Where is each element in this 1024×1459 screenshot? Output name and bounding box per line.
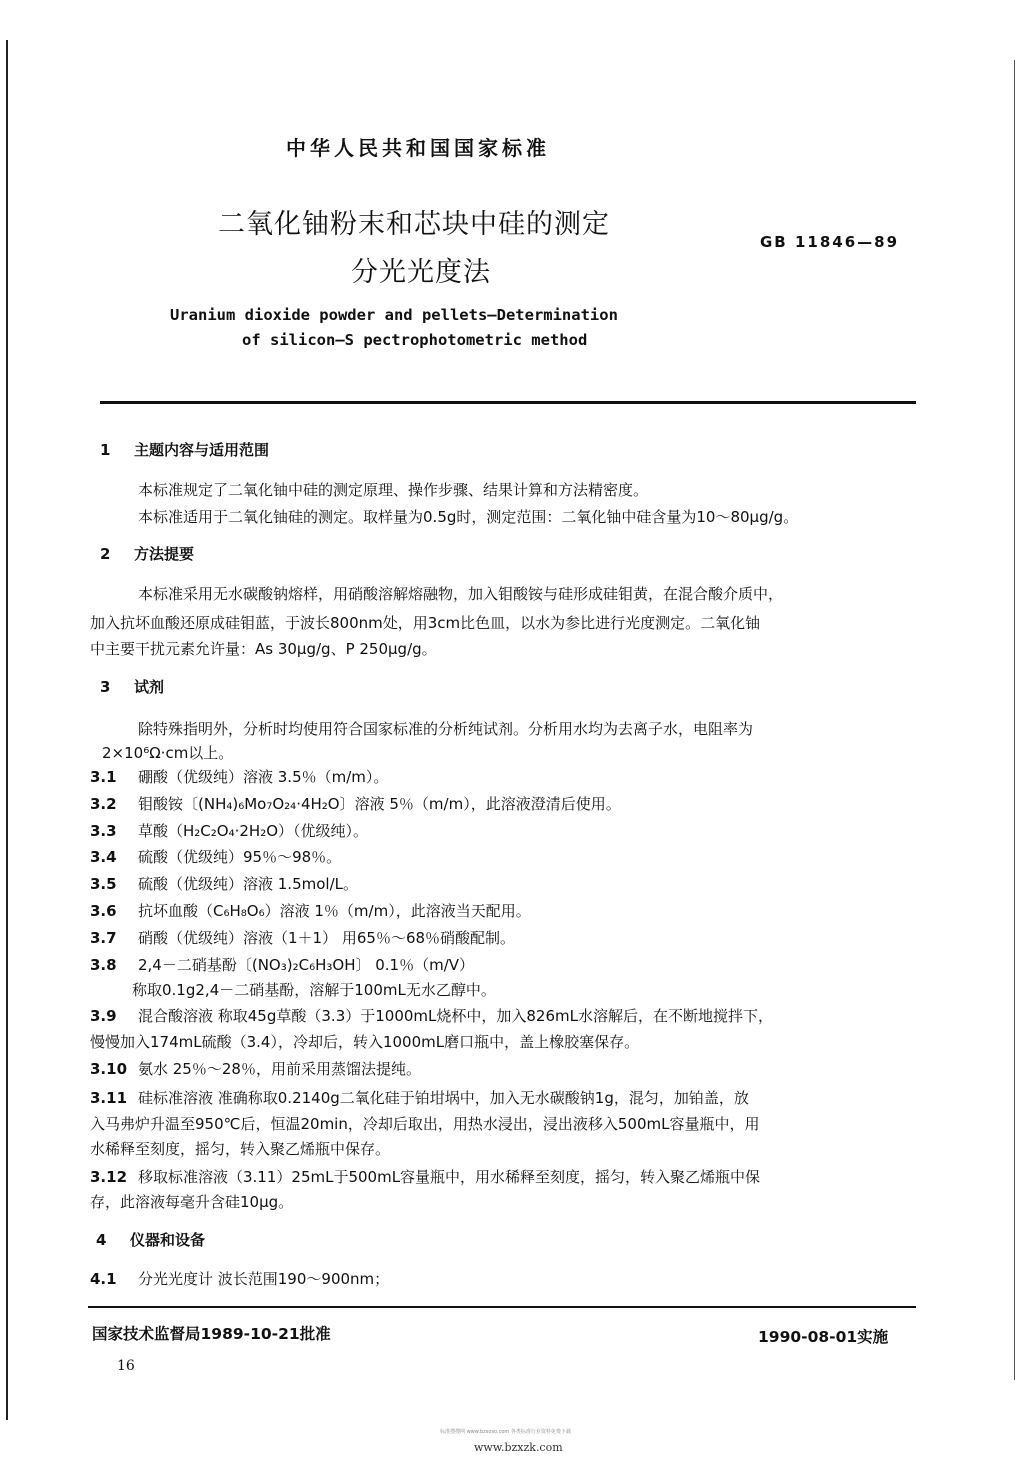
section-2-line-2: 加入抗坏血酸还原成硅钼蓝，于波长800nm处，用3cm比色皿，以水为参比进行光度测定。二氧化铀 [90, 614, 761, 632]
chinese-title-line-2: 分光光度法 [351, 257, 491, 288]
item-number: 3.9 [90, 1007, 117, 1025]
section-3-heading [100, 676, 164, 697]
item-text: 混合酸溶液 称取45g草酸（3.3）于1000mL烧杯中，加入826mL水溶解后，在不断地搅拌下， [138, 1007, 773, 1025]
reagent-item-continuation: 称取0.1g2,4－二硝基酚，溶解于100mL无水乙醇中。 [132, 981, 496, 999]
item-number: 3.11 [90, 1089, 128, 1107]
title-divider [100, 401, 916, 404]
reagent-item [90, 1166, 760, 1187]
equipment-item [90, 1268, 389, 1289]
reagent-item [90, 846, 341, 867]
left-scan-edge [6, 40, 8, 1420]
reagent-item [90, 766, 388, 787]
item-text: 草酸（H₂C₂O₄·2H₂O）（优级纯）。 [138, 822, 369, 840]
standard-header: 中华人民共和国国家标准 [286, 136, 550, 160]
reagent-item [90, 873, 358, 894]
effective-date: 1990-08-01实施 [758, 1328, 889, 1346]
item-number: 3.2 [90, 795, 117, 813]
item-number: 3.10 [90, 1060, 128, 1078]
reagent-item [90, 1058, 421, 1079]
item-number: 3.3 [90, 822, 117, 840]
item-text: 硼酸（优级纯）溶液 3.5％（m/m）。 [138, 768, 389, 786]
reagent-item-continuation: 水稀释至刻度，摇匀，转入聚乙烯瓶中保存。 [90, 1140, 391, 1158]
chinese-title-line-1: 二氧化铀粉末和芯块中硅的测定 [218, 209, 610, 240]
item-text: 氨水 25％～28％，用前采用蒸馏法提纯。 [138, 1060, 421, 1078]
english-title-line-2: of silicon—S pectrophotometric method [242, 331, 588, 349]
item-text: 分光光度计 波长范围190～900nm； [138, 1270, 390, 1288]
reagent-item-continuation: 慢慢加入174mL硫酸（3.4），冷却后，转入1000mL磨口瓶中，盖上橡胶塞保存。 [90, 1033, 640, 1051]
reagent-item [90, 927, 515, 948]
item-number: 3.6 [90, 902, 117, 920]
footer-divider [88, 1306, 916, 1308]
item-text: 钼酸铵〔(NH₄)₆Mo₇O₂₄·4H₂O〕溶液 5％（m/m），此溶液澄清后使用。 [138, 795, 621, 813]
item-number: 3.1 [90, 768, 117, 786]
item-text: 移取标准溶液（3.11）25mL于500mL容量瓶中，用水稀释至刻度，摇匀，转入聚乙烯瓶中保 [138, 1168, 761, 1186]
item-text: 硫酸（优级纯）溶液 1.5mol/L。 [138, 875, 358, 893]
section-1-paragraph-2: 本标准适用于二氧化铀硅的测定。取样量为0.5g时，测定范围：二氧化铀中硅含量为10～80μg/g。 [138, 508, 799, 526]
item-text: 硫酸（优级纯）95％～98％。 [138, 848, 342, 866]
section-2-line-1: 本标准采用无水碳酸钠熔样，用硝酸溶解熔融物，加入钼酸铵与硅形成硅钼黄，在混合酸介质中， [138, 585, 784, 603]
item-text: 硅标准溶液 准确称取0.2140g二氧化硅于铂坩埚中，加入无水碳酸钠1g，混匀，加铂盖，放 [138, 1089, 749, 1107]
website-url: www.bzxzk.com [474, 1441, 563, 1454]
section-number: 2 [100, 545, 111, 563]
section-number: 4 [96, 1231, 107, 1249]
item-text: 硝酸（优级纯）溶液（1＋1） 用65％～68％硝酸配制。 [138, 929, 516, 947]
section-title: 主题内容与适用范围 [134, 441, 270, 459]
section-title: 仪器和设备 [130, 1231, 206, 1249]
section-number: 3 [100, 678, 111, 696]
section-2-line-3: 中主要干扰元素允许量：As 30μg/g、P 250μg/g。 [90, 640, 437, 658]
item-number: 3.8 [90, 956, 117, 974]
reagent-item-continuation: 入马弗炉升温至950℃后，恒温20min，冷却后取出，用热水浸出，浸出液移入500mL容量瓶中，用 [90, 1115, 760, 1133]
section-2-heading [100, 543, 194, 564]
watermark-text: 标准搜搜网 www.bzsoso.com 各类标准行业资料免费下载 [440, 1429, 571, 1435]
reagent-item [90, 954, 474, 975]
item-number: 3.4 [90, 848, 117, 866]
reagent-item [90, 820, 368, 841]
item-text: 抗坏血酸（C₆H₈O₆）溶液 1％（m/m），此溶液当天配用。 [138, 902, 531, 920]
section-title: 方法提要 [134, 545, 195, 563]
item-number: 3.5 [90, 875, 117, 893]
section-title: 试剂 [134, 678, 165, 696]
approval-date: 国家技术监督局1989-10-21批准 [92, 1325, 331, 1343]
section-3-intro-line-2: 2×10⁶Ω·cm以上。 [102, 744, 234, 762]
reagent-item [90, 1005, 773, 1026]
reagent-item-continuation: 存，此溶液每毫升含硅10μg。 [90, 1193, 294, 1211]
english-title-line-1: Uranium dioxide powder and pellets—Determination [170, 306, 618, 324]
reagent-item [90, 793, 621, 814]
reagent-item [90, 1087, 749, 1108]
reagent-item [90, 900, 531, 921]
standard-code: GB 11846—89 [760, 233, 900, 251]
section-3-intro-line-1: 除特殊指明外，分析时均使用符合国家标准的分析纯试剂。分析用水均为去离子水，电阻率为 [138, 720, 754, 738]
item-number: 4.1 [90, 1270, 117, 1288]
item-text: 2,4－二硝基酚〔(NO₃)₂C₆H₃OH〕 0.1％（m/V） [138, 956, 475, 974]
section-4-heading [96, 1229, 205, 1250]
section-1-heading [100, 439, 269, 460]
right-scan-edge [1014, 60, 1015, 1380]
section-number: 1 [100, 441, 111, 459]
item-number: 3.7 [90, 929, 117, 947]
page-number: 16 [117, 1358, 135, 1374]
item-number: 3.12 [90, 1168, 128, 1186]
section-1-paragraph-1: 本标准规定了二氧化铀中硅的测定原理、操作步骤、结果计算和方法精密度。 [138, 481, 649, 499]
